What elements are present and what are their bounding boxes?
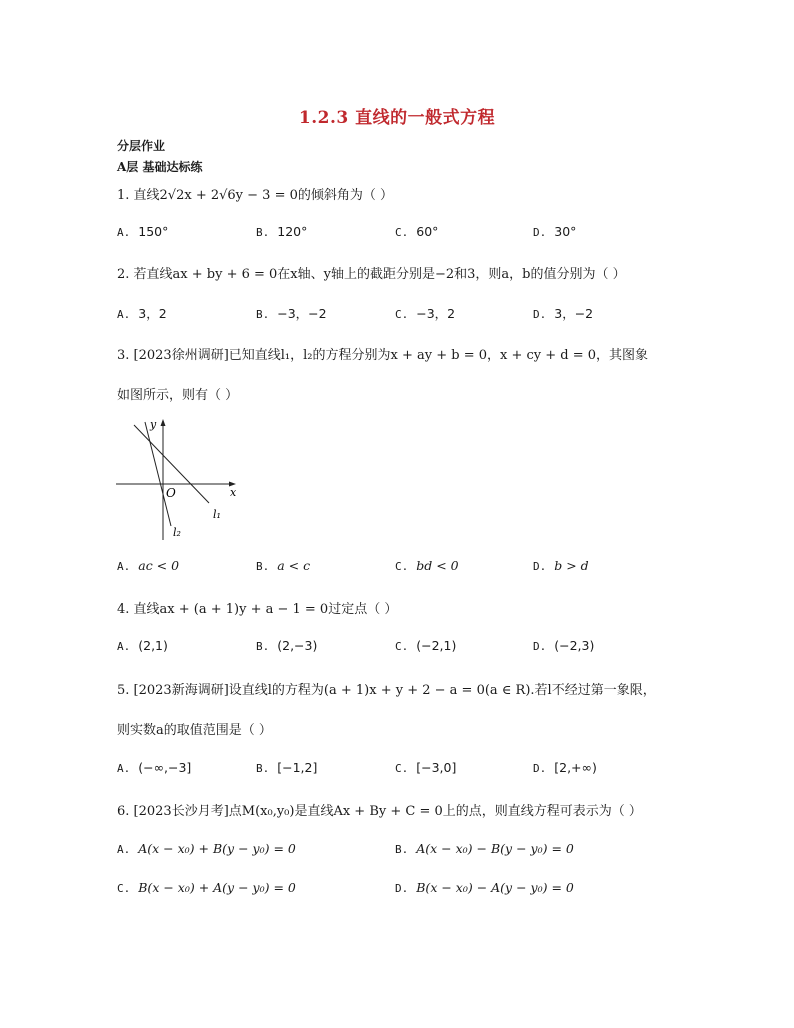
option-value: B(x − x₀) + A(y − y₀) = 0	[138, 880, 296, 895]
question-4-options	[117, 638, 677, 656]
option-b[interactable]	[256, 224, 307, 239]
y-axis-label: y	[150, 418, 157, 431]
option-c[interactable]	[395, 558, 459, 573]
option-c[interactable]	[395, 224, 438, 239]
option-label: B.	[256, 308, 270, 321]
coordinate-figure	[114, 416, 254, 546]
option-c[interactable]	[117, 880, 296, 895]
question-3-line-2: 如图所示，则有（ ）	[117, 388, 239, 403]
section-heading: 分层作业	[117, 139, 166, 153]
option-value: 3，2	[138, 306, 167, 321]
option-d[interactable]	[395, 880, 574, 895]
option-label: C.	[117, 882, 131, 895]
origin-label: O	[166, 486, 176, 500]
option-b[interactable]	[395, 841, 574, 856]
option-value: 3，−2	[554, 306, 594, 321]
option-value: bd < 0	[416, 558, 459, 573]
option-label: B.	[256, 226, 270, 239]
option-a[interactable]	[117, 841, 296, 856]
option-value: ac < 0	[138, 558, 180, 573]
question-6-options-row-1	[117, 841, 677, 859]
option-label: C.	[395, 762, 409, 775]
option-c[interactable]	[395, 304, 455, 322]
question-5-line-1: 5. [2023新海调研]设直线l的方程为(a + 1)x + y + 2 − a = 0(a ∈ R).若l不经过第一象限，	[117, 683, 656, 698]
option-label: D.	[533, 308, 547, 321]
option-a[interactable]	[117, 638, 168, 653]
option-label: D.	[533, 762, 547, 775]
option-value: 30°	[554, 224, 577, 239]
option-label: A.	[117, 762, 131, 775]
l1-label: l₁	[213, 508, 221, 521]
option-value: −3，−2	[277, 306, 327, 321]
option-value: (2,−3)	[277, 638, 318, 653]
option-value: A(x − x₀) − B(y − y₀) = 0	[416, 841, 574, 856]
option-d[interactable]	[533, 224, 576, 239]
option-b[interactable]	[256, 558, 310, 573]
option-label: C.	[395, 226, 409, 239]
x-axis-label: x	[230, 486, 237, 499]
option-label: B.	[256, 640, 270, 653]
question-6: 6. [2023长沙月考]点M(x₀,y₀)是直线Ax + By + C = 0上的点，则直线方程可表示为（ ）	[117, 804, 642, 819]
option-label: D.	[395, 882, 409, 895]
option-d[interactable]	[533, 304, 593, 322]
line-l2	[145, 422, 171, 526]
option-value: 150°	[138, 224, 169, 239]
option-value: −3，2	[416, 306, 456, 321]
option-a[interactable]	[117, 558, 179, 573]
option-d[interactable]	[533, 638, 594, 653]
option-value: (2,1)	[138, 638, 168, 653]
option-value: [−3,0]	[416, 760, 457, 775]
option-a[interactable]	[117, 304, 167, 322]
question-1-options	[117, 224, 677, 242]
l2-label: l₂	[173, 526, 181, 539]
page-title: 1.2.3 直线的一般式方程	[298, 108, 496, 128]
question-5-line-2: 则实数a的取值范围是（ ）	[117, 723, 272, 738]
option-label: D.	[533, 560, 547, 573]
option-label: C.	[395, 560, 409, 573]
question-5-options	[117, 760, 677, 778]
option-label: D.	[533, 226, 547, 239]
option-label: B.	[395, 843, 409, 856]
option-label: B.	[256, 762, 270, 775]
option-value: 120°	[277, 224, 308, 239]
option-value: A(x − x₀) + B(y − y₀) = 0	[138, 841, 296, 856]
option-value: b > d	[554, 558, 589, 573]
y-axis-arrow	[161, 419, 166, 426]
option-label: C.	[395, 308, 409, 321]
option-value: [−1,2]	[277, 760, 318, 775]
question-2: 2. 若直线ax + by + 6 = 0在x轴、y轴上的截距分别是−2和3，则a，b的值分别为（ ）	[117, 267, 626, 282]
option-b[interactable]	[256, 638, 317, 653]
option-label: A.	[117, 308, 131, 321]
option-label: A.	[117, 226, 131, 239]
option-value: (−∞,−3]	[138, 760, 192, 775]
option-a[interactable]	[117, 224, 168, 239]
level-heading: A层 基础达标练	[117, 160, 203, 174]
option-value: 60°	[416, 224, 439, 239]
option-c[interactable]	[395, 760, 456, 775]
option-d[interactable]	[533, 558, 589, 573]
option-label: A.	[117, 843, 131, 856]
option-value: (−2,1)	[416, 638, 457, 653]
option-value: (−2,3)	[554, 638, 595, 653]
question-6-options-row-2	[117, 880, 677, 898]
option-value: [2,+∞)	[554, 760, 597, 775]
option-label: C.	[395, 640, 409, 653]
question-1: 1. 直线2√2x + 2√6y − 3 = 0的倾斜角为（ ）	[117, 188, 394, 203]
question-2-options	[117, 304, 677, 322]
option-d[interactable]	[533, 760, 597, 775]
option-label: B.	[256, 560, 270, 573]
option-value: B(x − x₀) − A(y − y₀) = 0	[416, 880, 574, 895]
option-value: a < c	[277, 558, 311, 573]
option-b[interactable]	[256, 760, 317, 775]
question-4: 4. 直线ax + (a + 1)y + a − 1 = 0过定点（ ）	[117, 602, 398, 617]
option-label: A.	[117, 560, 131, 573]
option-label: D.	[533, 640, 547, 653]
question-3-options	[117, 558, 677, 576]
question-3-line-1: 3. [2023徐州调研]已知直线l₁，l₂的方程分别为x + ay + b = 0，x + cy + d = 0，其图象	[117, 348, 649, 363]
option-label: A.	[117, 640, 131, 653]
option-a[interactable]	[117, 760, 191, 775]
option-b[interactable]	[256, 304, 327, 322]
option-c[interactable]	[395, 638, 456, 653]
